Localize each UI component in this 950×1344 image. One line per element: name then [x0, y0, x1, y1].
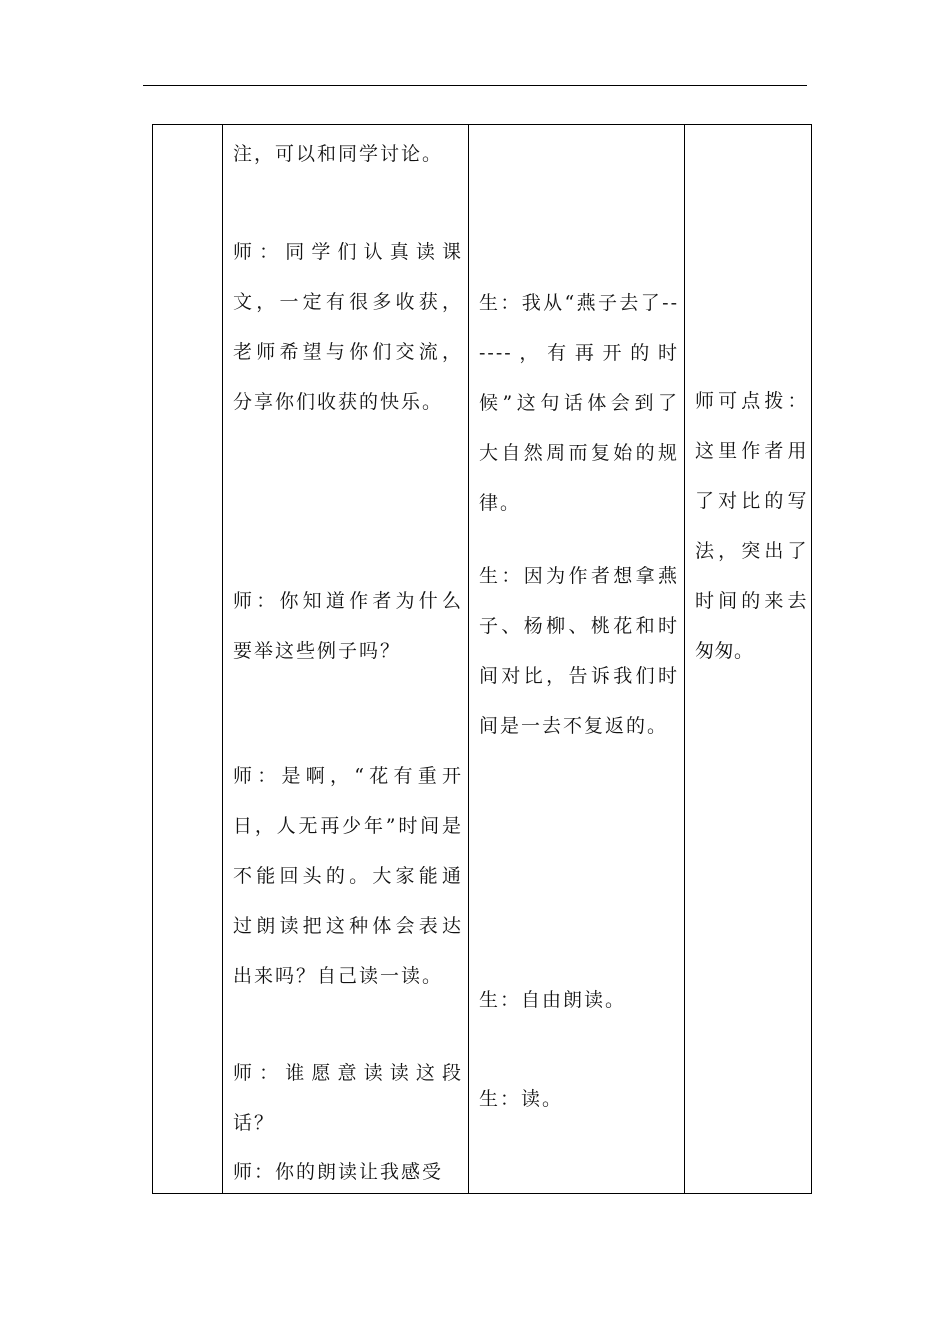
teacher-activity-column [223, 125, 469, 1193]
student-text-1: 生：我从“燕子去了------，有再开的时候”这句话体会到了大自然周而复始的规律。 [479, 292, 679, 514]
design-notes-column [685, 125, 811, 1193]
note-text-1: 师可点拨：这里作者用了对比的写法，突出了时间的来去匆匆。 [695, 390, 807, 662]
stage-column [153, 125, 223, 1193]
teacher-text-5: 师：谁愿意读读这段话？ [233, 1062, 463, 1134]
teacher-text-6: 师：你的朗读让我感受 [233, 1161, 444, 1183]
student-text-4: 生：读。 [479, 1088, 564, 1110]
lesson-table [152, 124, 812, 1194]
teacher-text-3: 师：你知道作者为什么要举这些例子吗？ [233, 590, 463, 662]
teacher-text-2: 师：同学们认真读课文，一定有很多收获，老师希望与你们交流，分享你们收获的快乐。 [233, 241, 463, 413]
student-text-2: 生：因为作者想拿燕子、杨柳、桃花和时间对比，告诉我们时间是一去不复返的。 [479, 565, 679, 737]
header-rule [143, 85, 807, 86]
teacher-text-1: 注，可以和同学讨论。 [233, 143, 444, 165]
teacher-text-4: 师：是啊，“花有重开日，人无再少年”时间是不能回头的。大家能通过朗读把这种体会表达出来吗？自己读一读。 [233, 765, 463, 987]
student-text-3: 生：自由朗读。 [479, 989, 627, 1011]
student-activity-column [469, 125, 685, 1193]
